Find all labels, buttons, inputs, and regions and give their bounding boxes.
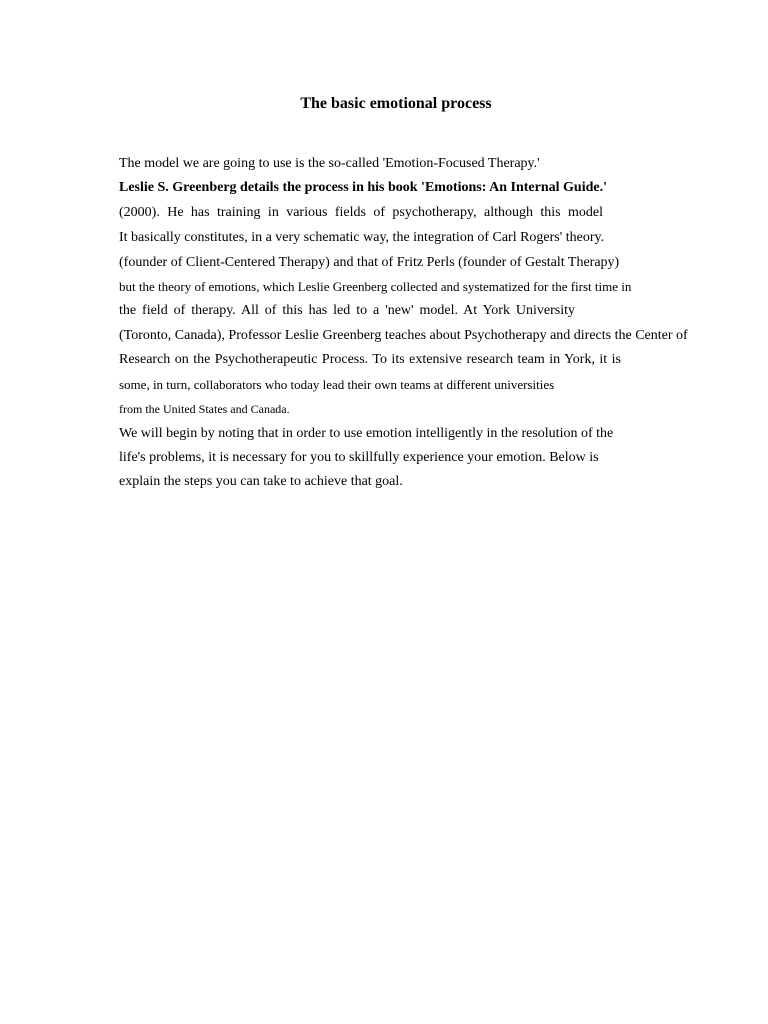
document-title: The basic emotional process xyxy=(300,95,492,112)
body-line: (Toronto, Canada), Professor Leslie Greenberg teaches about Psychotherapy and directs the Center of xyxy=(119,328,688,343)
body-line: but the theory of emotions, which Leslie Greenberg collected and systematized for the first time in xyxy=(119,279,632,294)
body-line: It basically constitutes, in a very schematic way, the integration of Carl Rogers' theory. xyxy=(119,230,605,245)
body-line: (founder of Client-Centered Therapy) and that of Fritz Perls (founder of Gestalt Therapy) xyxy=(119,255,620,270)
body-line: The model we are going to use is the so-called 'Emotion-Focused Therapy.' xyxy=(119,156,540,171)
body-line: the field of therapy. All of this has led to a 'new' model. At York University xyxy=(119,303,575,318)
body-line: We will begin by noting that in order to use emotion intelligently in the resolution of the xyxy=(119,426,614,441)
body-line-small: from the United States and Canada. xyxy=(119,402,290,416)
body-line-bold: Leslie S. Greenberg details the process in his book 'Emotions: An Internal Guide.' xyxy=(119,180,607,195)
body-line: Research on the Psychotherapeutic Process. To its extensive research team in York, it is xyxy=(119,352,621,367)
body-line: some, in turn, collaborators who today lead their own teams at different universities xyxy=(119,377,555,392)
body-line: explain the steps you can take to achieve that goal. xyxy=(119,474,403,489)
body-line: life's problems, it is necessary for you to skillfully experience your emotion. Below is xyxy=(119,450,599,465)
body-line: (2000). He has training in various fields of psychotherapy, although this model xyxy=(119,205,603,220)
